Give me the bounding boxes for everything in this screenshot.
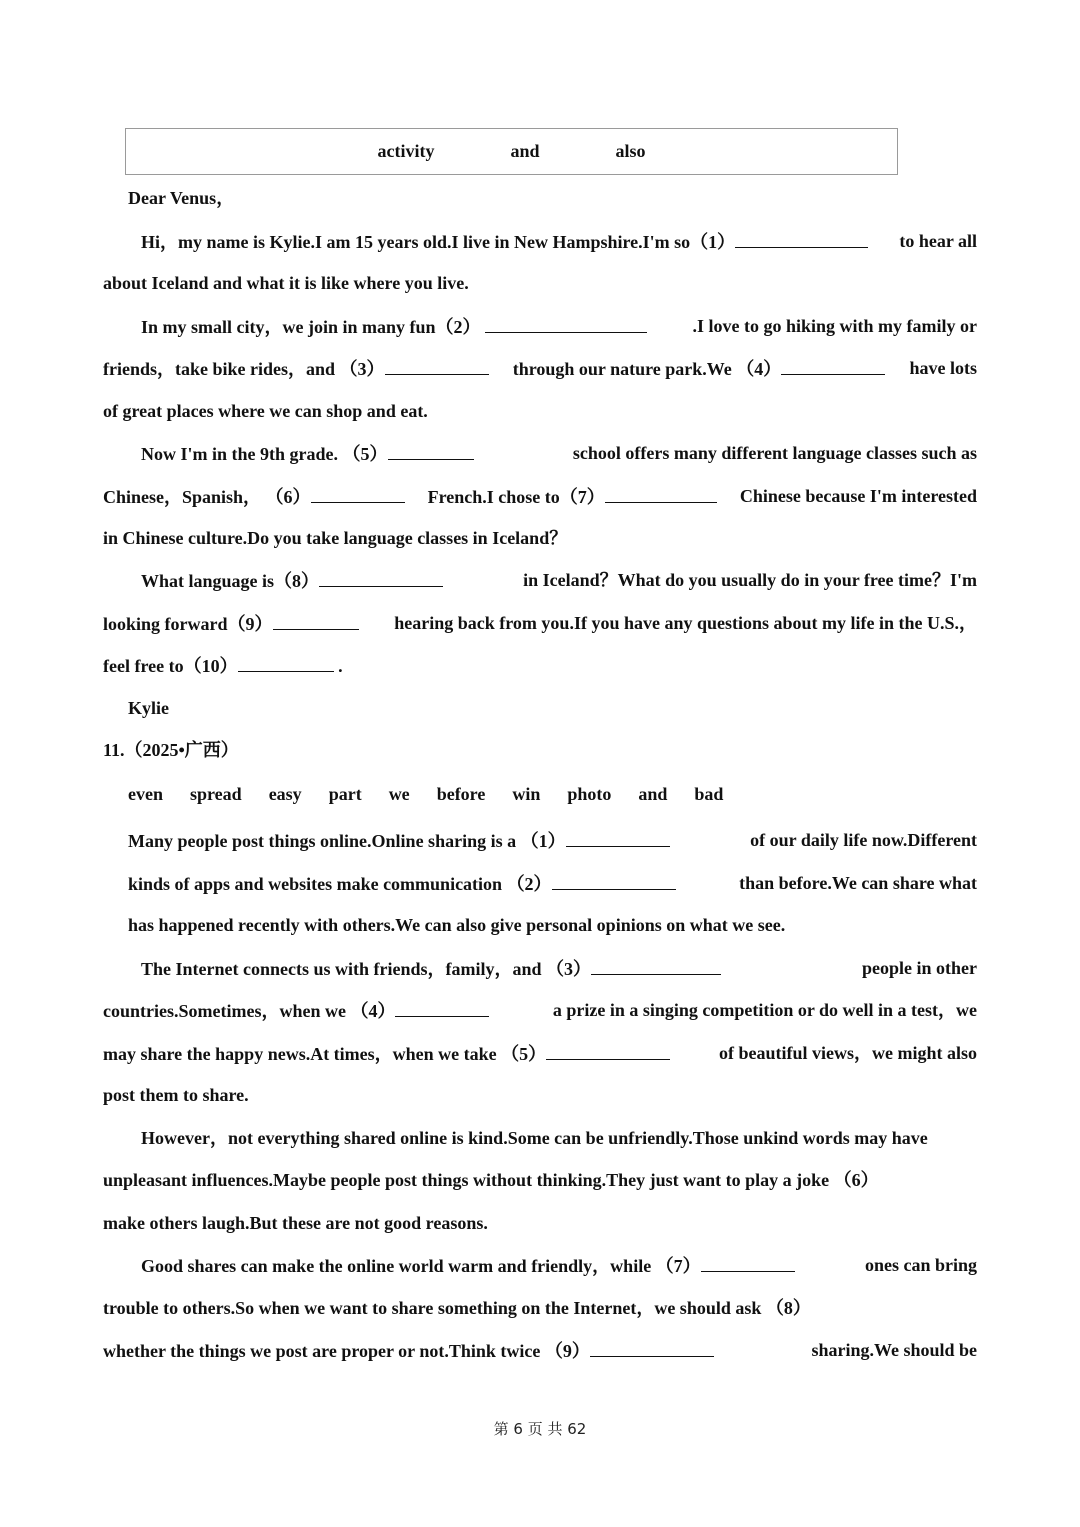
blank-1[interactable] xyxy=(735,229,868,248)
word-bank-item: even xyxy=(128,784,163,804)
passage-line: may share the happy news.At times，when we take （5） of beautiful views，we might also xyxy=(103,1043,977,1064)
blank-8[interactable] xyxy=(319,568,443,587)
blank-q11-9[interactable] xyxy=(590,1338,714,1357)
blank-3[interactable] xyxy=(385,356,489,375)
blank-q11-5[interactable] xyxy=(546,1041,670,1060)
word-and: and xyxy=(510,141,540,161)
blank-q11-4[interactable] xyxy=(395,998,489,1017)
passage-line: The Internet connects us with friends，family，and （3） people in other xyxy=(141,958,977,979)
blank-q11-1[interactable] xyxy=(566,828,670,847)
blank-7[interactable] xyxy=(605,484,717,503)
word-bank-item: easy xyxy=(268,784,302,804)
word-bank-item: we xyxy=(388,784,410,804)
letter-signature: Kylie xyxy=(128,698,169,718)
letter-greeting: Dear Venus， xyxy=(128,188,235,208)
blank-q11-3[interactable] xyxy=(591,956,721,975)
letter-line: What language is（8） in Iceland？What do you usually do in your free time？I'm xyxy=(141,570,977,591)
word-bank-item: bad xyxy=(694,784,724,804)
letter-line: in Chinese culture.Do you take language classes in Iceland？ xyxy=(103,528,568,548)
word-bank-item: and xyxy=(638,784,668,804)
blank-4[interactable] xyxy=(781,356,885,375)
passage-line: post them to share. xyxy=(103,1085,249,1105)
passage-line: countries.Sometimes，when we （4） a prize in a singing competition or do well in a test，we xyxy=(103,1000,977,1021)
passage-line: whether the things we post are proper or not.Think twice （9） sharing.We should be xyxy=(103,1340,977,1361)
word-box xyxy=(125,128,898,175)
word-bank-item: win xyxy=(512,784,541,804)
letter-line: looking forward（9） hearing back from you.If you have any questions about my life in the U.S.， xyxy=(103,613,977,634)
blank-10[interactable] xyxy=(238,653,334,672)
word-bank-item: part xyxy=(328,784,362,804)
passage-line: has happened recently with others.We can also give personal opinions on what we see. xyxy=(128,915,786,935)
letter-line: Now I'm in the 9th grade. （5） school offers many different language classes such as xyxy=(141,443,977,464)
word-bank-item: spread xyxy=(190,784,242,804)
blank-6[interactable] xyxy=(311,484,405,503)
passage-line: kinds of apps and websites make communication （2） than before.We can share what xyxy=(128,873,977,894)
word-activity: activity xyxy=(377,141,435,161)
passage-line: Many people post things online.Online sharing is a （1） of our daily life now.Different xyxy=(128,830,977,851)
word-bank-item: before xyxy=(436,784,486,804)
blank-q11-2[interactable] xyxy=(552,871,676,890)
word-also: also xyxy=(615,141,646,161)
page-footer: 第 6 页 共 62 xyxy=(493,1420,587,1438)
blank-2[interactable] xyxy=(485,314,647,333)
passage-line: make others laugh.But these are not good reasons. xyxy=(103,1213,488,1233)
letter-line: of great places where we can shop and eat. xyxy=(103,401,428,421)
letter-line: Chinese，Spanish， （6） French.I chose to（7） Chinese because I'm interested xyxy=(103,486,977,507)
letter-line: about Iceland and what it is like where you live. xyxy=(103,273,469,293)
question-header: 11.（2025•广西） xyxy=(103,740,239,760)
passage-line: trouble to others.So when we want to share something on the Internet，we should ask （8） xyxy=(103,1298,811,1318)
word-bank xyxy=(128,784,750,805)
blank-9[interactable] xyxy=(273,611,359,630)
blank-q11-7[interactable] xyxy=(701,1253,795,1272)
word-bank-item: photo xyxy=(567,784,612,804)
letter-line: friends，take bike rides，and （3） through our nature park.We （4） have lots xyxy=(103,358,977,379)
passage-line: However，not everything shared online is kind.Some can be unfriendly.Those unkind words may have xyxy=(141,1128,928,1148)
letter-line: Hi，my name is Kylie.I am 15 years old.I live in New Hampshire.I'm so（1） to hear all xyxy=(141,231,977,252)
letter-line: feel free to（10） . xyxy=(103,653,977,678)
blank-5[interactable] xyxy=(388,441,474,460)
letter-line: In my small city，we join in many fun（2） .I love to go hiking with my family or xyxy=(141,316,977,337)
passage-line: unpleasant influences.Maybe people post things without thinking.They just want to play a joke （6） xyxy=(103,1170,879,1190)
passage-line: Good shares can make the online world warm and friendly，while （7） ones can bring xyxy=(141,1255,977,1276)
